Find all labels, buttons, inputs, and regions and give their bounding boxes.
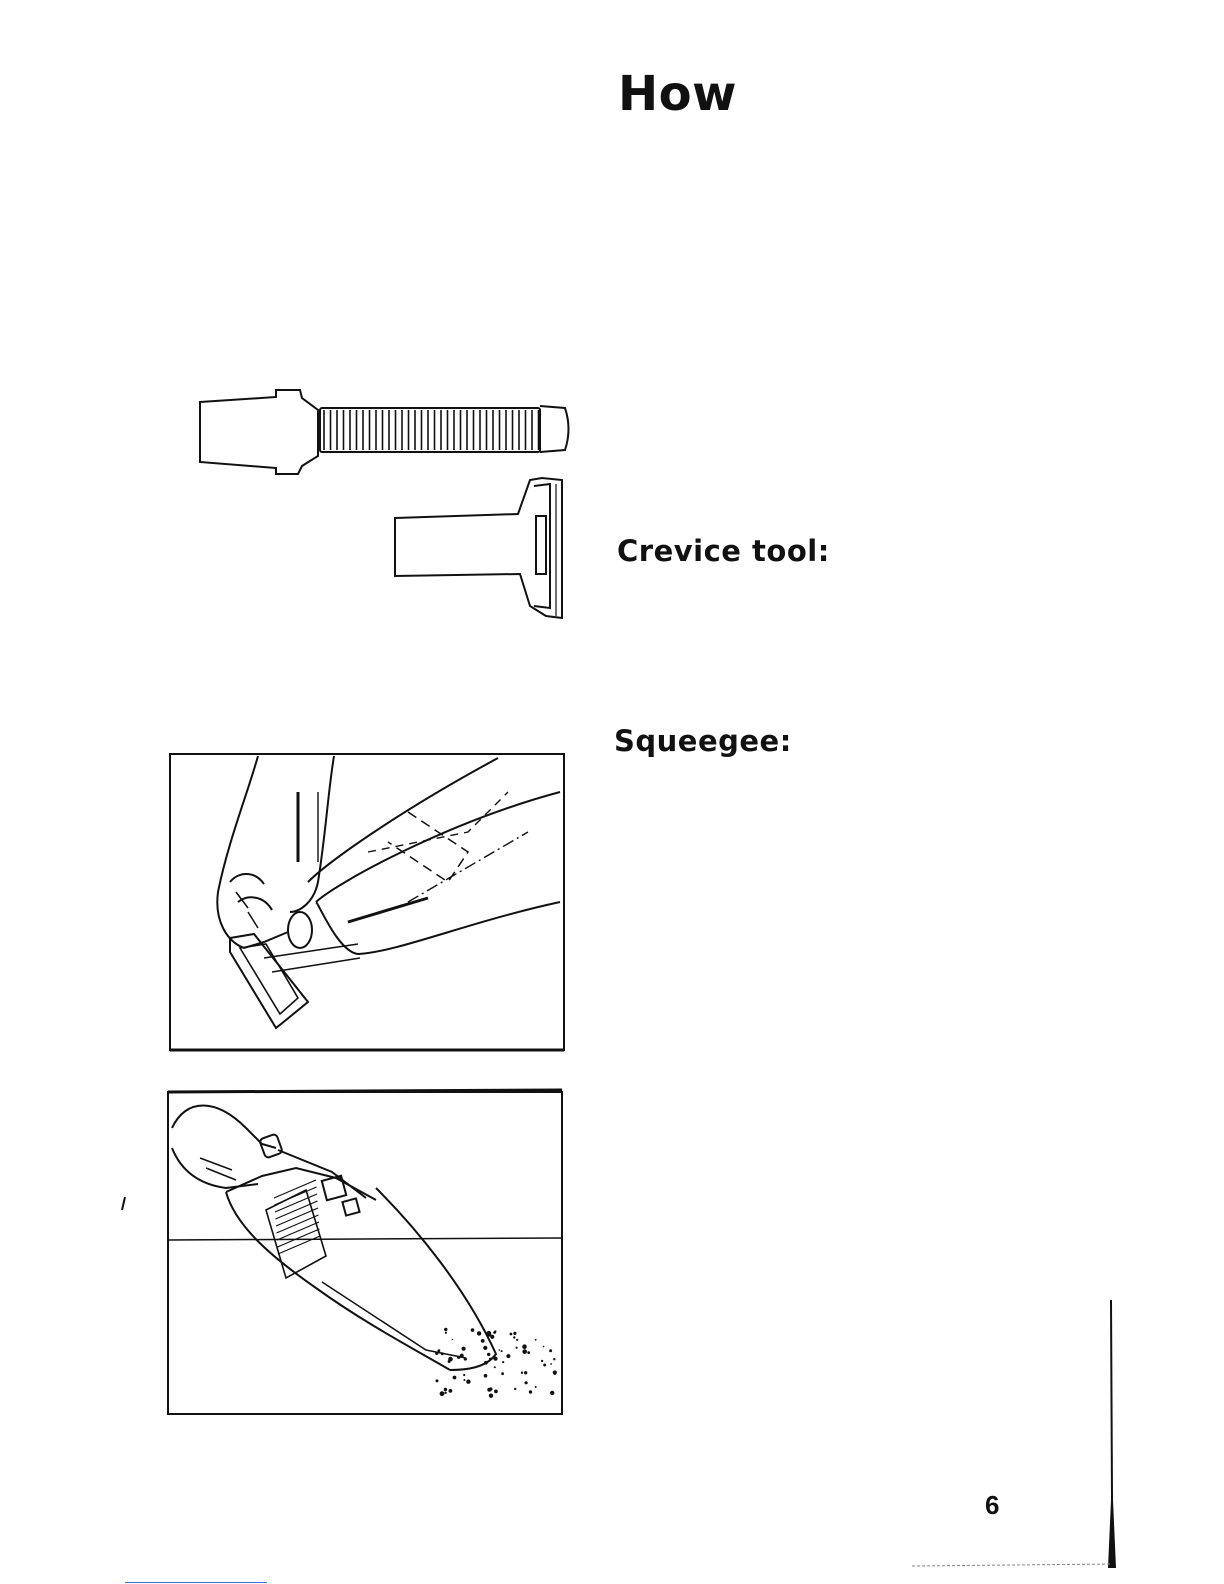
crevice-tool-drawing — [395, 478, 562, 618]
scan-speck — [120, 1196, 128, 1212]
hose-and-crevice-tool-illustration — [190, 380, 580, 630]
hand-drawing — [217, 756, 334, 948]
squeegee-attachment-illustration — [168, 752, 566, 1054]
figure-frame — [168, 1092, 562, 1414]
dust-particles — [435, 1328, 557, 1398]
squeegee-heading: Squeegee: — [614, 724, 792, 758]
floor-line — [168, 1238, 562, 1240]
page-title: How — [618, 66, 737, 122]
page-number: 6 — [985, 1490, 1000, 1520]
squeegee-tool-drawing — [230, 934, 360, 1028]
page-edge-shadow — [1108, 1300, 1117, 1568]
scan-edge-line — [912, 1560, 1112, 1570]
vacuum-use-illustration — [166, 1088, 564, 1416]
handheld-vacuum-drawing — [226, 1150, 496, 1370]
crevice-tool-heading: Crevice tool: — [617, 534, 830, 568]
footer-rule — [125, 1582, 267, 1583]
figure-frame — [170, 754, 564, 1050]
vacuum-body-drawing — [308, 758, 560, 954]
flexible-hose-drawing — [200, 390, 569, 474]
